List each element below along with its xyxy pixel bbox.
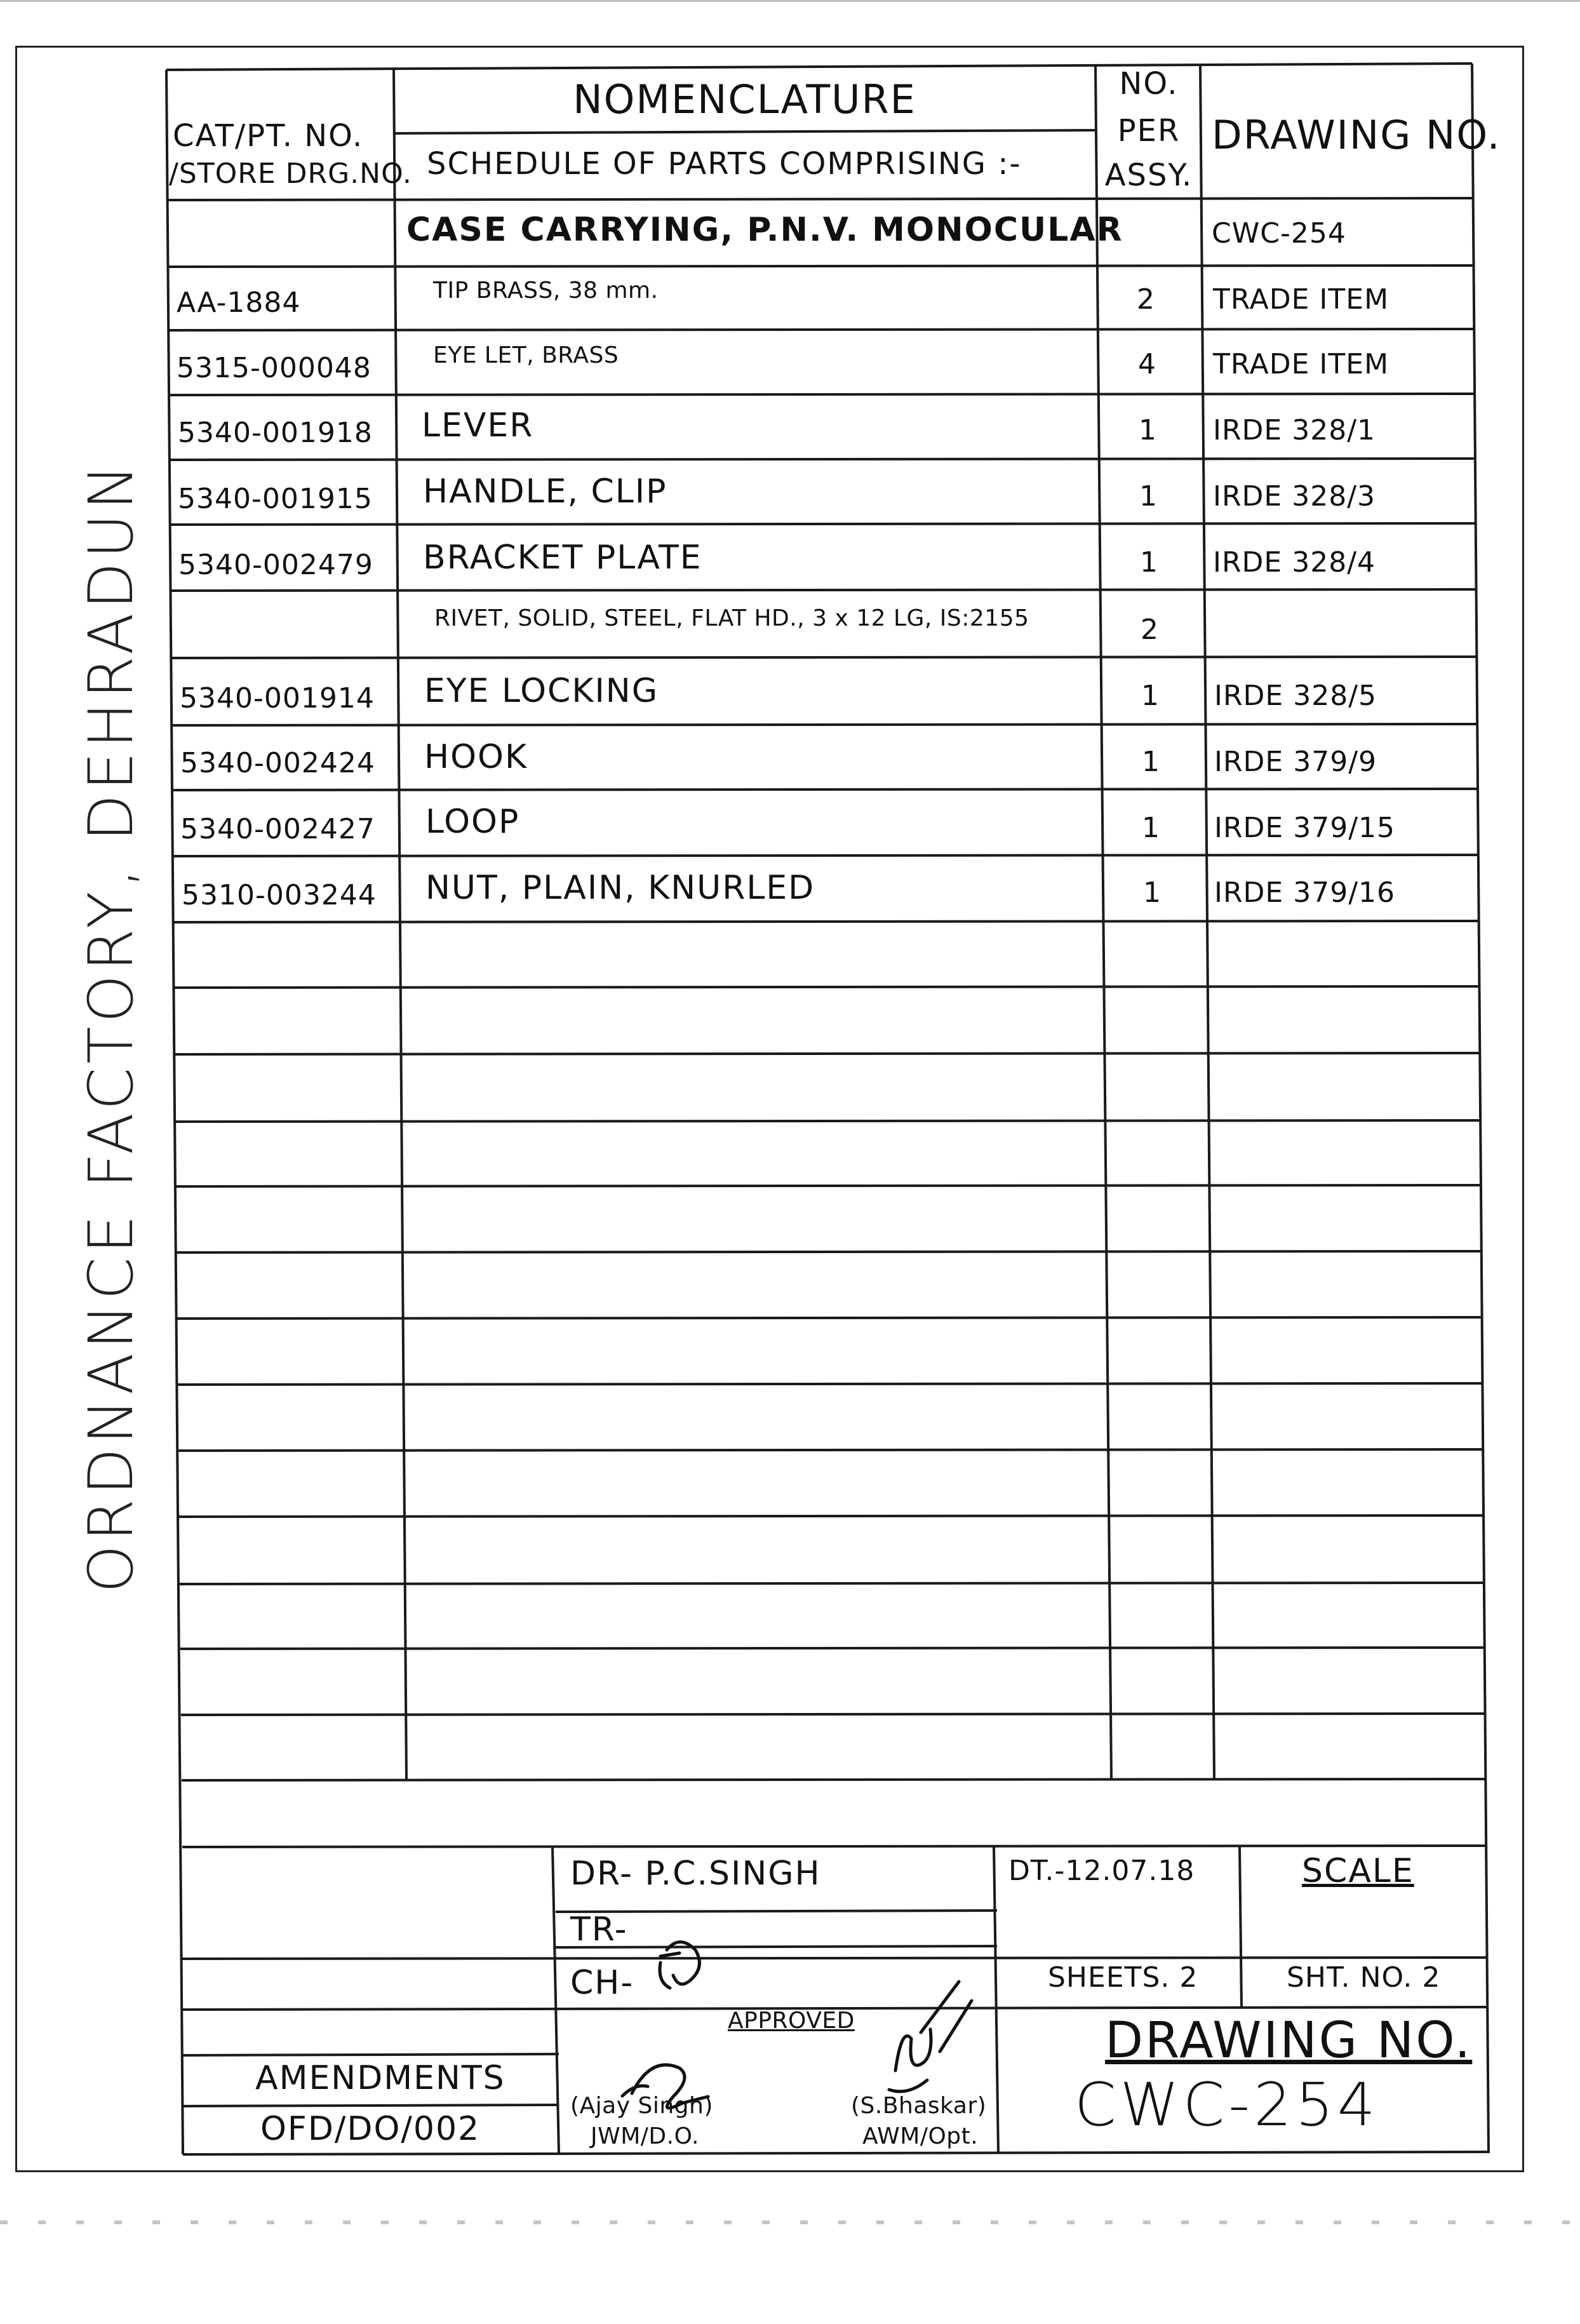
header-drawing-no: DRAWING NO. — [1212, 112, 1501, 158]
part-qty: 1 — [1139, 414, 1157, 447]
traced-by: TR- — [570, 1911, 628, 1949]
part-drawing: IRDE 379/9 — [1214, 746, 1377, 778]
part-name: NUT, PLAIN, KNURLED — [425, 869, 815, 907]
part-name: LOOP — [425, 803, 520, 841]
part-qty: 1 — [1139, 480, 1158, 513]
part-cat: 5340-001914 — [180, 682, 375, 715]
part-name: HANDLE, CLIP — [423, 473, 667, 511]
header-cat-no-line1: CAT/PT. NO. — [173, 118, 364, 154]
header-per-line2: PER — [1117, 113, 1181, 149]
header-cat-no-line2: /STORE DRG.NO. — [169, 158, 412, 190]
part-qty: 1 — [1141, 680, 1160, 712]
checked-by: CH- — [570, 1964, 634, 2002]
part-cat: 5340-001918 — [178, 417, 373, 449]
approver2-title: AWM/Opt. — [862, 2123, 979, 2149]
part-qty: 1 — [1143, 877, 1162, 909]
part-qty: 1 — [1142, 812, 1160, 844]
part-drawing: IRDE 379/15 — [1214, 812, 1396, 844]
part-cat: 5340-002424 — [180, 747, 375, 779]
part-cat: 5340-002427 — [180, 813, 375, 845]
header-nomenclature: NOMENCLATURE — [573, 76, 916, 123]
header-schedule: SCHEDULE OF PARTS COMPRISING :- — [427, 146, 1022, 182]
date: DT.-12.07.18 — [1008, 1855, 1195, 1887]
header-per-line1: NO. — [1119, 66, 1179, 102]
sheets-count: SHEETS. 2 — [1048, 1961, 1198, 1994]
part-cat: 5340-002479 — [178, 549, 373, 581]
part-name: RIVET, SOLID, STEEL, FLAT HD., 3 x 12 LG, IS:2155 — [434, 605, 1029, 631]
part-cat: 5310-003244 — [182, 879, 377, 911]
part-drawing: IRDE 379/16 — [1214, 877, 1396, 909]
part-qty: 1 — [1142, 746, 1160, 778]
approved-label: APPROVED — [728, 2008, 855, 2034]
part-qty: 4 — [1138, 348, 1156, 380]
part-drawing: IRDE 328/1 — [1213, 414, 1376, 447]
sheet-number: SHT. NO. 2 — [1287, 1961, 1441, 1994]
part-drawing: TRADE ITEM — [1213, 283, 1389, 316]
part-name: TIP BRASS, 38 mm. — [433, 278, 659, 304]
part-drawing: IRDE 328/4 — [1213, 546, 1376, 579]
part-drawing: TRADE ITEM — [1213, 348, 1389, 380]
approver1-name: (Ajay Singh) — [570, 2093, 713, 2119]
amendments-label: AMENDMENTS — [255, 2059, 505, 2097]
part-cat: 5315-000048 — [177, 352, 372, 384]
part-name: HOOK — [424, 738, 528, 776]
part-cat: 5340-001915 — [178, 483, 373, 515]
part-name: EYE LET, BRASS — [433, 342, 619, 368]
part-cat: AA-1884 — [177, 286, 301, 319]
scan-bottom-edge — [0, 2220, 1580, 2224]
part-name: EYE LOCKING — [424, 672, 659, 710]
assembly-drawing: CWC-254 — [1212, 217, 1346, 250]
part-qty: 2 — [1137, 283, 1155, 316]
header-per-line3: ASSY. — [1104, 158, 1193, 193]
part-qty: 1 — [1140, 546, 1158, 579]
side-title: ORDNANCE FACTORY, DEHRADUN — [76, 460, 147, 1593]
drawn-by: DR- P.C.SINGH — [570, 1855, 821, 1893]
amendment-reference: OFD/DO/002 — [260, 2110, 481, 2148]
part-name: LEVER — [422, 406, 534, 445]
approver2-name: (S.Bhaskar) — [851, 2093, 987, 2119]
part-name: BRACKET PLATE — [423, 539, 702, 577]
drawing-number-label: DRAWING NO. — [1105, 2012, 1473, 2069]
drawing-number-value: CWC-254 — [1075, 2071, 1379, 2140]
part-drawing: IRDE 328/5 — [1214, 680, 1377, 712]
approver1-title: JWM/D.O. — [591, 2123, 699, 2149]
part-drawing: IRDE 328/3 — [1213, 480, 1376, 513]
part-qty: 2 — [1141, 614, 1159, 646]
scale-label: SCALE — [1302, 1852, 1414, 1890]
assembly-name: CASE CARRYING, P.N.V. MONOCULAR — [406, 211, 1123, 249]
